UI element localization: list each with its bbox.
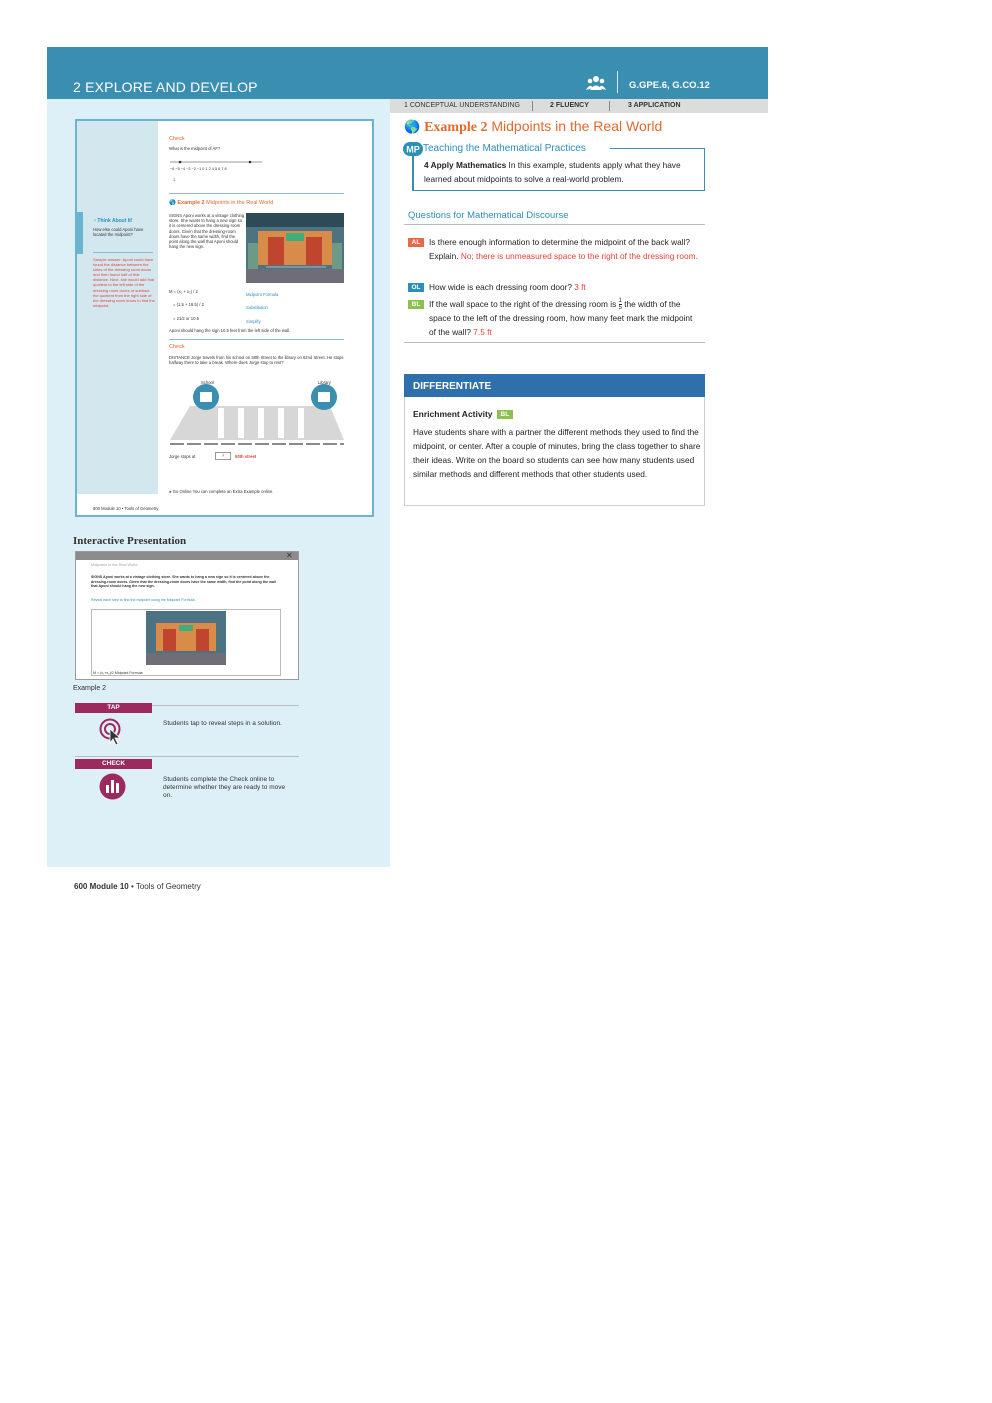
mp-icon bbox=[403, 142, 423, 156]
globe-icon: 🌎 bbox=[169, 200, 176, 206]
group-icon bbox=[586, 75, 606, 91]
thumb-example-heading bbox=[169, 200, 273, 206]
question-al-text: Is there enough information to determine the midpoint of the back wall? Explain. bbox=[429, 237, 691, 261]
check-description: Students complete the Check online to determine whether they are ready to move on. bbox=[163, 776, 286, 799]
math-practice-number: 4 Apply Mathematics bbox=[424, 160, 507, 170]
think-question: How else could Aponi have located the midpoint? bbox=[93, 227, 144, 238]
solution-step-3: = 21/2 or 10.5 bbox=[173, 316, 199, 321]
thumb-example-title: Midpoints in the Real World bbox=[206, 200, 274, 206]
question-bl-answer: 7.5 ft bbox=[473, 327, 492, 338]
divider bbox=[75, 756, 299, 757]
page-number: 600 bbox=[74, 882, 88, 891]
svg-text:MP: MP bbox=[406, 144, 420, 155]
tab-separator bbox=[532, 101, 533, 111]
city-map-image bbox=[170, 380, 344, 448]
answer-prompt: Jorge stops at bbox=[169, 454, 196, 459]
header-divider bbox=[617, 71, 618, 93]
question-ol-text: How wide is each dressing room door? bbox=[429, 282, 575, 292]
tap-label: TAP bbox=[75, 703, 152, 713]
screen-formula: M = (x₁+x₂)/2 Midpoint Formula bbox=[93, 671, 143, 675]
answer-value: 50th street bbox=[235, 454, 257, 459]
tap-description: Students tap to reveal steps in a solution. bbox=[163, 720, 282, 727]
level-badge-bl: BL bbox=[408, 300, 424, 309]
check-label: Check bbox=[169, 136, 185, 142]
go-online-text: Go Online You can complete an Extra Example online. bbox=[172, 489, 274, 494]
math-practices-rule bbox=[610, 148, 705, 149]
divider bbox=[93, 252, 153, 253]
think-title-text: Think About It! bbox=[97, 218, 133, 224]
close-icon: ✕ bbox=[286, 551, 293, 560]
enrichment-heading bbox=[413, 409, 518, 419]
presentation-titlebar bbox=[76, 552, 298, 560]
standards-label: G.GPE.6, G.CO.12 bbox=[629, 80, 710, 91]
check-chart-icon bbox=[99, 773, 126, 800]
signs-problem-text: SIGNS Aponi works at a vintage clothing store. She wants to hang a new sign so it is centered above the dressing-room doors. Given that the dressing-room doors have the same width, find the point along the wall that Aponi should hang the new sign. bbox=[169, 213, 245, 250]
screen-store-image bbox=[146, 611, 226, 665]
think-icon: ◔ bbox=[93, 218, 97, 224]
divider bbox=[169, 193, 344, 194]
check-answer: 1 bbox=[173, 177, 176, 182]
math-practices-title: Teaching the Mathematical Practices bbox=[423, 143, 586, 154]
question-al bbox=[408, 235, 704, 263]
thumb-footer: 600 Module 10 • Tools of Geometry bbox=[93, 506, 159, 511]
globe-icon: 🌎 bbox=[404, 119, 421, 134]
solution-step-2: = (1.5 + 19.5) / 2 bbox=[173, 302, 204, 307]
discourse-questions-title: Questions for Mathematical Discourse bbox=[408, 210, 569, 221]
check-question: What is the midpoint of AF? bbox=[169, 146, 221, 151]
example-heading bbox=[404, 118, 662, 136]
screen-title: Midpoints in the Real World bbox=[91, 563, 138, 567]
divider bbox=[152, 705, 299, 706]
question-ol bbox=[408, 280, 704, 294]
go-online-icon: ● bbox=[169, 489, 172, 494]
page-footer bbox=[74, 882, 201, 891]
section-title: 2 EXPLORE AND DEVELOP bbox=[73, 79, 258, 95]
question-al-answer: No; there is unmeasured space to the right of the dressing room. bbox=[460, 251, 698, 261]
footer-topic: Tools of Geometry bbox=[135, 882, 201, 891]
think-about-it-title bbox=[93, 218, 133, 224]
step-1-note: Midpoint Formula bbox=[246, 292, 279, 297]
go-online-note bbox=[169, 489, 274, 494]
level-badge-ol: OL bbox=[408, 283, 424, 292]
fraction-denominator: 5 bbox=[618, 305, 622, 312]
screen-text: SIGNS Aponi works at a vintage clothing store. She wants to hang a new sign so it is centered above the dressing-room doors. Given that the dressing-room doors have the same width, find the point along the wall that Aponi should hang the new sign. bbox=[91, 575, 276, 589]
step-2-note: Substitution bbox=[246, 305, 268, 310]
map-library-label: Library bbox=[318, 380, 331, 385]
math-practices-body bbox=[424, 158, 700, 186]
example-title: Midpoints in the Real World bbox=[491, 118, 663, 134]
enrichment-level-badge: BL bbox=[497, 410, 513, 419]
interactive-presentation-title: Interactive Presentation bbox=[73, 535, 187, 547]
footer-bullet: • bbox=[130, 882, 134, 891]
number-line-labels: −6 −5 −4 −3 −2 −1 0 1 2 4 5 6 7 8 bbox=[170, 167, 227, 171]
check-label-bar: CHECK bbox=[75, 759, 152, 769]
divider bbox=[404, 224, 705, 225]
store-image bbox=[246, 213, 344, 283]
think-sample-answer: Sample answer: Aponi could have found the distance between the sides of the dressing room doors and then found half of that distance. Next, she would add that quotient to the left side of the dressing room doors or subtract the quotient from the right side of the dressing room doors to find the midpoint. bbox=[93, 257, 155, 308]
divider bbox=[404, 342, 705, 343]
divider bbox=[169, 339, 344, 340]
map-school-label: School bbox=[201, 380, 214, 385]
level-badge-al: AL bbox=[408, 238, 424, 247]
step-3-note: Simplify bbox=[246, 319, 261, 324]
solution-conclusion: Aponi should hang the sign 10.5 feet from the left side of the wall. bbox=[169, 328, 291, 333]
tab-conceptual-understanding: 1 CONCEPTUAL UNDERSTANDING bbox=[404, 102, 520, 109]
tab-fluency: 2 FLUENCY bbox=[550, 102, 589, 109]
math-practice-text: In this example, students apply what they have learned about midpoints to solve a real-world problem. bbox=[424, 160, 681, 184]
question-bl-text-a: If the wall space to the right of the dressing room is bbox=[429, 299, 619, 309]
tab-separator bbox=[609, 101, 610, 111]
module-name: Module 10 bbox=[89, 882, 129, 891]
answer-blank: ? bbox=[215, 452, 231, 460]
presentation-caption: Example 2 bbox=[73, 685, 107, 692]
tap-icon bbox=[99, 718, 125, 746]
fraction-numerator: 1 bbox=[618, 298, 622, 305]
solution-step-1: M = (x₁ + x₂) / 2 bbox=[169, 289, 198, 294]
question-ol-answer: 3 ft bbox=[574, 282, 586, 292]
question-bl bbox=[408, 297, 704, 339]
enrichment-text: Have students share with a partner the different methods they used to find the midpoint, or center. After a couple of minutes, bring the class together to share their ideas. Write on the board so students can see how many students used similar methods and different methods that other students used. bbox=[413, 427, 701, 479]
question-bl-text-b: the width of the space to the left of the dressing room, how many feet mark the midpoint of the wall? bbox=[429, 299, 693, 338]
differentiate-title: DIFFERENTIATE bbox=[413, 381, 492, 392]
distance-problem-text: DISTANCE Jorge travels from his school on 38th Street to the library on 62nd Street. He stops halfway there to take a break. Where does Jorge stop to rest? bbox=[169, 355, 344, 366]
check-2-label: Check bbox=[169, 344, 185, 350]
enrichment-title: Enrichment Activity bbox=[413, 409, 493, 419]
tab-application: 3 APPLICATION bbox=[628, 102, 681, 109]
thumbnail-margin-bar bbox=[77, 212, 83, 254]
example-label: Example 2 bbox=[424, 120, 488, 135]
thumb-example-label: Example 2 bbox=[177, 200, 205, 206]
screen-link: Reveal each step to find the midpoint using the Midpoint Formula. bbox=[91, 598, 196, 602]
